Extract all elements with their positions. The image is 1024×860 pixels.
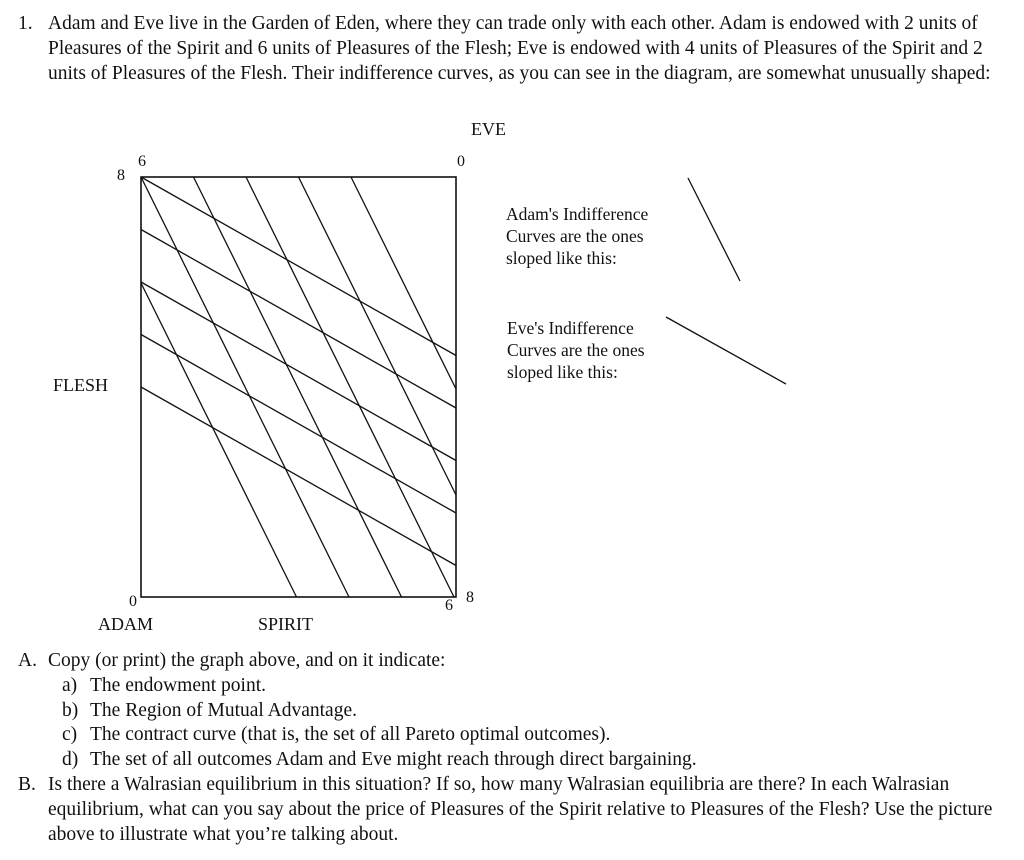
question-a-text: Copy (or print) the graph above, and on it indicate:: [48, 650, 446, 671]
bottom-left-zero: 0: [129, 593, 137, 610]
eve-legend-line-3: sloped like this:: [507, 362, 618, 382]
question-b-text: Is there a Walrasian equilibrium in this situation? If so, how many Walrasian equilibria are there? In each Walrasian equilibrium, what can you say about the price of Pleasures of the Spirit relative to Pleasures of the Flesh? Use the picture above to illustrate what you’re talking about.: [48, 774, 993, 845]
adam-legend: [506, 203, 648, 269]
eve-label: EVE: [471, 119, 506, 139]
item-a-label: a): [62, 675, 78, 696]
question-a-item-a: [62, 673, 266, 698]
adam-indifference-curve: [246, 177, 454, 597]
top-right-zero: 0: [457, 153, 465, 170]
adam-label: ADAM: [98, 614, 154, 634]
item-b-text: The Region of Mutual Advantage.: [90, 700, 357, 721]
top-left-flesh-tick: 8: [117, 167, 125, 184]
top-left-spirit-tick: 6: [138, 153, 146, 170]
problem-number: 1.: [18, 13, 33, 34]
adam-legend-line-1: Adam's Indifference: [506, 204, 649, 224]
box-frame: [141, 177, 456, 597]
eve-indifference-curve: [141, 177, 456, 356]
eve-sample-curve: [666, 317, 786, 384]
eve-indifference-curve: [141, 335, 456, 514]
problem-text: Adam and Eve live in the Garden of Eden, where they can trade only with each other. Adam is endowed with 2 units of Pleasures of the Spirit and 6 units of Pleasures of the Flesh; Eve is endowed with 4 units of Pleasures of the Spirit and 2 units of Pleasures of the Flesh. Their indifference curves, as you can see in the diagram, are somewhat unusually shaped:: [48, 13, 991, 84]
adam-legend-line-2: Curves are the ones: [506, 226, 644, 246]
eve-legend-line-2: Curves are the ones: [507, 340, 645, 360]
adam-indifference-curve: [141, 283, 297, 597]
item-d-text: The set of all outcomes Adam and Eve might reach through direct bargaining.: [90, 749, 697, 770]
question-b-label: B.: [18, 774, 36, 795]
flesh-axis-label: FLESH: [53, 375, 109, 395]
question-b: [18, 772, 1024, 847]
indifference-lines: [141, 177, 456, 597]
question-a-item-b: [62, 698, 357, 723]
spirit-axis-label: SPIRIT: [258, 614, 314, 634]
item-b-label: b): [62, 700, 79, 721]
adam-sample-curve: [688, 178, 740, 281]
item-a-text: The endowment point.: [90, 675, 267, 696]
question-a-item-c: [62, 722, 610, 747]
question-a: [18, 648, 1024, 673]
eve-legend-line-1: Eve's Indifference: [507, 318, 634, 338]
eve-indifference-curve: [141, 387, 456, 566]
item-c-label: c): [62, 724, 78, 745]
eve-indifference-curve: [141, 230, 456, 409]
item-d-label: d): [62, 749, 79, 770]
item-c-text: The contract curve (that is, the set of all Pareto optimal outcomes).: [90, 724, 611, 745]
adam-indifference-curve: [141, 177, 349, 597]
adam-legend-line-3: sloped like this:: [506, 248, 617, 268]
bottom-right-spirit-tick: 6: [445, 597, 453, 614]
question-a-item-d: [62, 747, 697, 772]
bottom-right-flesh-tick: 8: [466, 589, 474, 606]
eve-legend: [507, 317, 645, 383]
question-a-label: A.: [18, 650, 37, 671]
adam-indifference-curve: [194, 177, 402, 597]
eve-indifference-curve: [141, 282, 456, 461]
